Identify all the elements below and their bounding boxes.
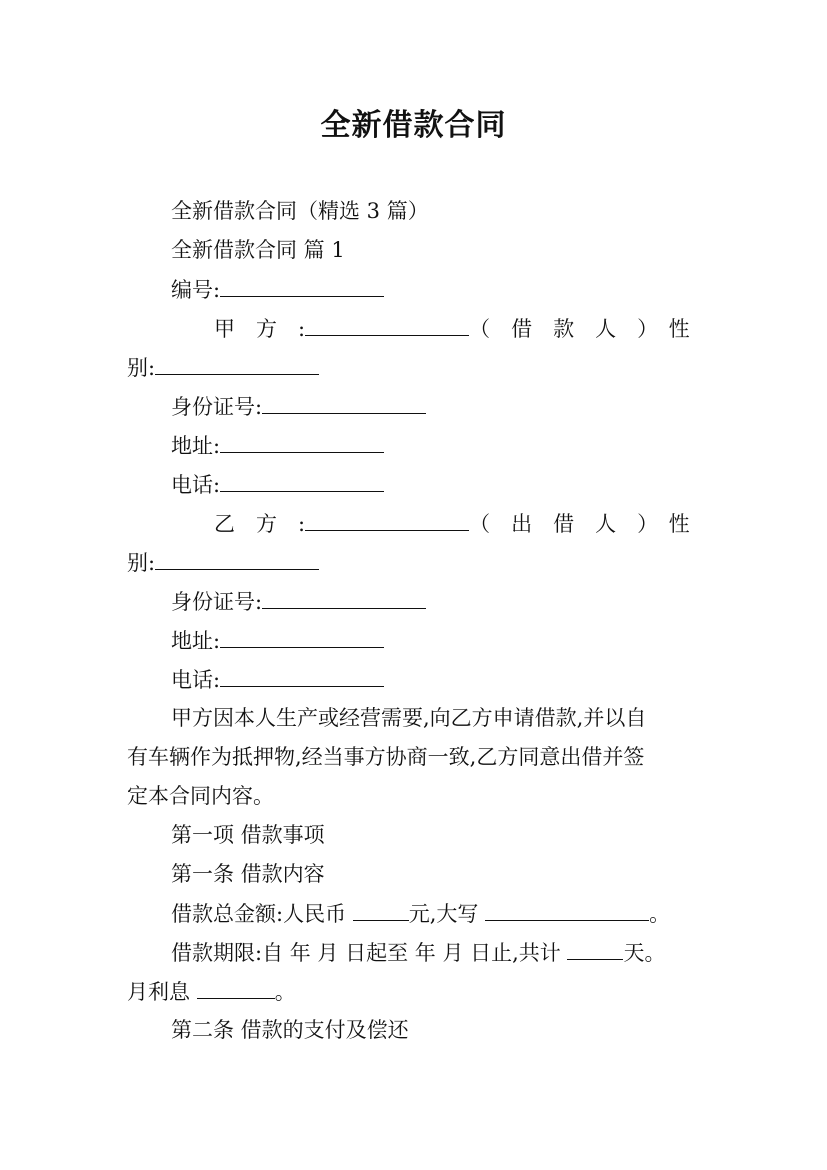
document-subtitle: 全新借款合同（精选 3 篇） <box>171 199 429 223</box>
document-title: 全新借款合同 <box>320 108 507 143</box>
loan-amount-field <box>171 898 670 929</box>
intro-line-2: 有车辆作为抵押物,经当事方协商一致,乙方同意出借并签 <box>127 745 645 769</box>
intro-line-3: 定本合同内容。 <box>127 784 274 808</box>
number-field <box>171 274 384 305</box>
gender-label: 别: <box>127 356 156 380</box>
address-label: 地址: <box>171 629 221 653</box>
number-blank[interactable] <box>220 274 384 297</box>
party-a-role: （ 借 款 人 ） 性 <box>469 317 690 341</box>
clause-1-heading: 第一条 借款内容 <box>171 862 325 886</box>
amount-words-blank[interactable] <box>485 898 649 921</box>
party-b-phone-blank[interactable] <box>220 664 384 687</box>
party-b-label: 乙 方 : <box>214 512 306 536</box>
party-a-address-blank[interactable] <box>220 430 384 453</box>
party-b-gender-field <box>127 547 319 578</box>
address-label: 地址: <box>171 434 221 458</box>
amount-number-blank[interactable] <box>353 898 409 921</box>
amount-label: 借款总金额:人民币 <box>171 902 353 926</box>
phone-label: 电话: <box>171 668 221 692</box>
party-b-id-field <box>171 586 426 617</box>
phone-label: 电话: <box>171 473 221 497</box>
item-1-heading: 第一项 借款事项 <box>171 823 325 847</box>
party-a-gender-field <box>127 352 319 383</box>
interest-blank[interactable] <box>197 976 275 999</box>
party-a-id-field <box>171 391 426 422</box>
party-a-id-blank[interactable] <box>262 391 426 414</box>
gender-label: 别: <box>127 551 156 575</box>
party-a-address-field <box>171 430 384 461</box>
section-title: 全新借款合同 篇 1 <box>171 238 345 262</box>
party-b-gender-blank[interactable] <box>155 547 319 570</box>
party-a-label: 甲 方 : <box>214 317 306 341</box>
interest-label: 月利息 <box>127 980 197 1004</box>
interest-field <box>127 976 296 1007</box>
id-label: 身份证号: <box>171 395 263 419</box>
party-b-field <box>214 508 690 539</box>
interest-end-mark: 。 <box>274 980 296 1004</box>
party-b-blank[interactable] <box>305 508 469 531</box>
party-b-phone-field <box>171 664 384 695</box>
loan-term-field <box>171 937 665 968</box>
party-b-address-field <box>171 625 384 656</box>
party-a-blank[interactable] <box>305 313 469 336</box>
party-a-field <box>214 313 690 344</box>
id-label: 身份证号: <box>171 590 263 614</box>
amount-end-mark: 。 <box>649 902 671 926</box>
intro-line-1: 甲方因本人生产或经营需要,向乙方申请借款,并以自 <box>171 706 647 730</box>
amount-words-label: 元,大写 <box>408 902 486 926</box>
clause-2-heading: 第二条 借款的支付及偿还 <box>171 1018 409 1042</box>
number-label: 编号: <box>171 278 221 302</box>
party-a-phone-blank[interactable] <box>220 469 384 492</box>
party-a-gender-blank[interactable] <box>155 352 319 375</box>
party-b-role: （ 出 借 人 ） 性 <box>469 512 690 536</box>
party-b-address-blank[interactable] <box>220 625 384 648</box>
term-days-unit: 天。 <box>623 941 666 965</box>
party-a-phone-field <box>171 469 384 500</box>
term-days-blank[interactable] <box>567 937 623 960</box>
party-b-id-blank[interactable] <box>262 586 426 609</box>
term-label: 借款期限:自 年 月 日起至 年 月 日止,共计 <box>171 941 568 965</box>
